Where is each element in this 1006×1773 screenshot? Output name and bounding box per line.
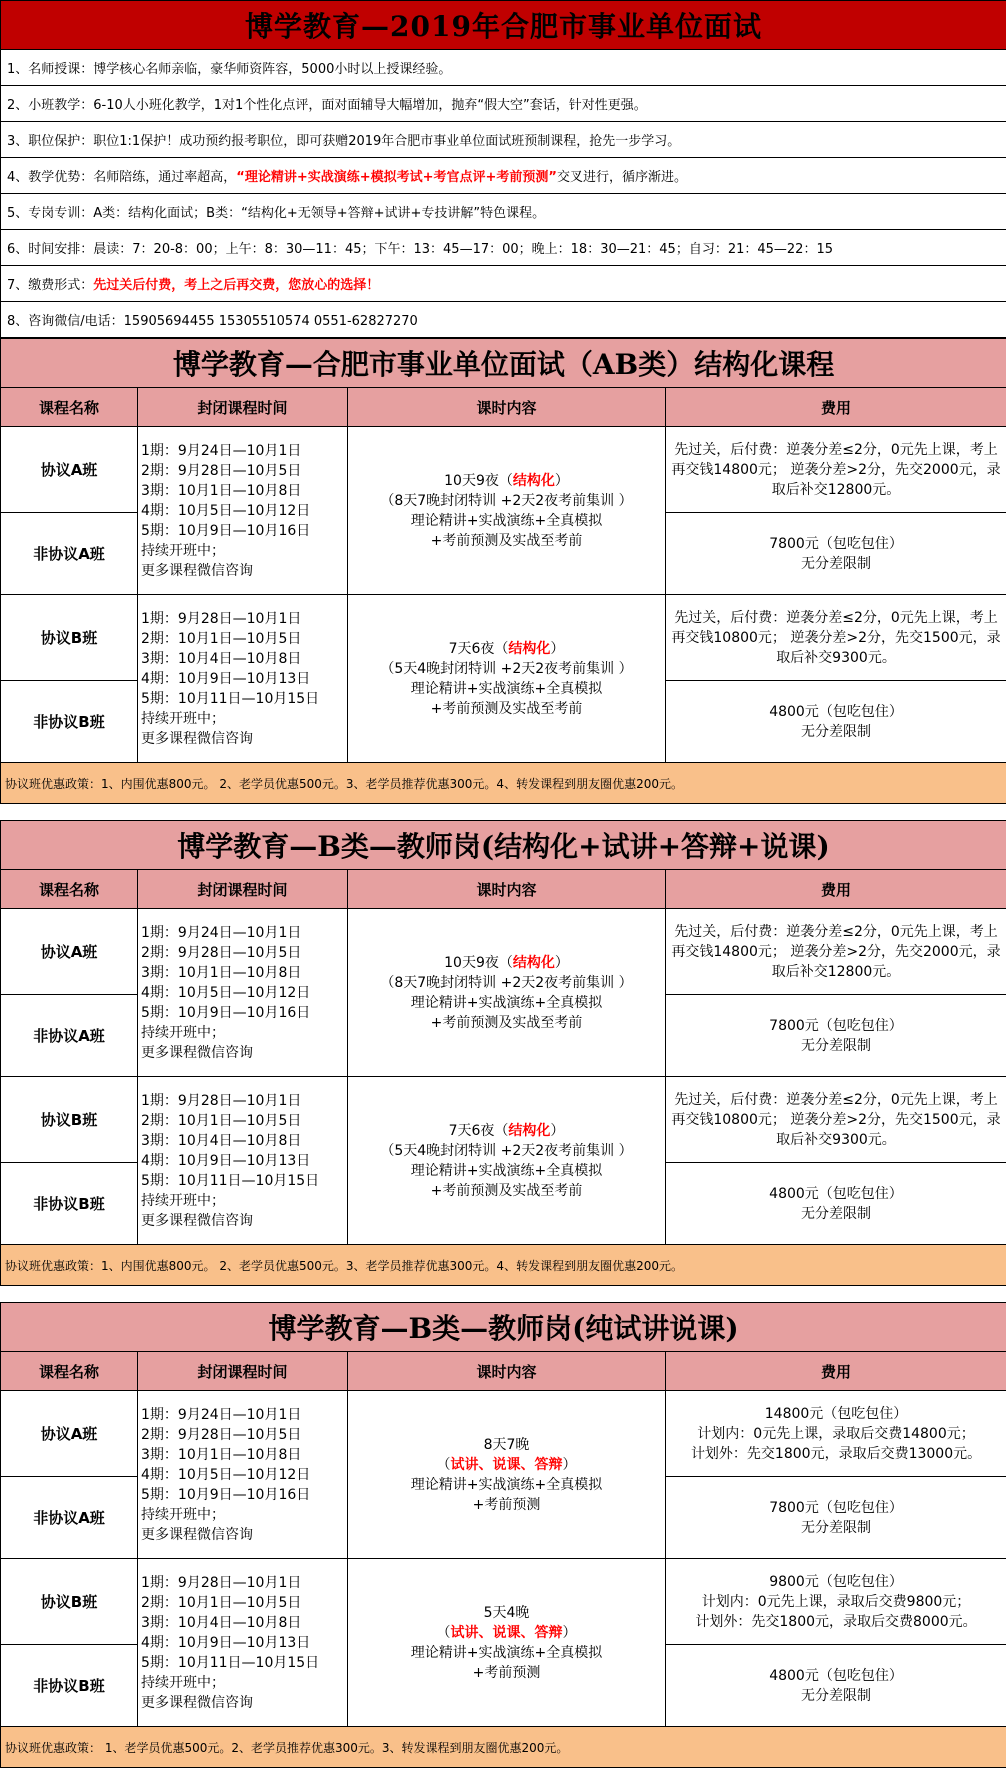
content-keyword: 结构化 <box>512 954 555 971</box>
content-line <box>348 1455 665 1475</box>
info-item <box>1 50 1006 86</box>
fee-cell <box>666 595 1006 681</box>
table-row <box>1 595 1006 681</box>
fee-line: 7800元（包吃包住） <box>769 535 903 552</box>
info-item <box>1 194 1006 230</box>
content-cell <box>348 909 666 1077</box>
content-text: 8天7晚 <box>483 1436 530 1453</box>
content-text: +考前预测及实战至考前 <box>430 532 583 549</box>
content-text: ） <box>562 1624 577 1641</box>
column-header: 课程名称 <box>1 1352 138 1391</box>
schedule-line: 2期：10月1日—10月5日 <box>141 630 302 647</box>
schedule-line: 3期：10月4日—10月8日 <box>141 1614 302 1631</box>
info-item <box>1 86 1006 122</box>
content-text: 7天6夜（ <box>448 640 509 657</box>
content-text: 10天9夜（ <box>444 472 513 489</box>
schedule-line: 2期：9月28日—10月5日 <box>141 944 302 961</box>
schedule-line: 1期：9月24日—10月1日 <box>141 1406 302 1423</box>
schedule-line: 更多课程微信咨询 <box>141 730 253 747</box>
schedule-line: 4期：10月5日—10月12日 <box>141 502 311 519</box>
content-text: 理论精讲+实战演练+全真模拟 <box>410 1476 603 1493</box>
info-item <box>1 158 1006 194</box>
schedule-cell <box>138 427 348 595</box>
schedule-line: 3期：10月1日—10月8日 <box>141 1446 302 1463</box>
content-cell <box>348 1391 666 1559</box>
schedule-line: 3期：10月4日—10月8日 <box>141 1132 302 1149</box>
schedule-line: 更多课程微信咨询 <box>141 1526 253 1543</box>
fee-cell <box>666 1077 1006 1163</box>
course-name: 协议A班 <box>1 909 138 995</box>
info-text: 3、职位保护：职位1:1保护！成功预约报考职位，即可获赠2019年合肥市事业单位面试班预制课程，抢先一步学习。 <box>7 134 681 149</box>
content-line <box>348 1181 665 1201</box>
content-line <box>348 1141 665 1161</box>
fee-line: 9800元（包吃包住） <box>769 1573 903 1590</box>
content-cell <box>348 1077 666 1245</box>
content-line <box>348 471 665 491</box>
fee-line: 无分差限制 <box>801 555 872 572</box>
info-text: 4、教学优势：名师陪练，通过率超高， <box>7 170 237 185</box>
content-line <box>348 953 665 973</box>
schedule-line: 1期：9月28日—10月1日 <box>141 1574 302 1591</box>
schedule-line: 5期：10月9日—10月16日 <box>141 1004 311 1021</box>
schedule-line: 3期：10月1日—10月8日 <box>141 964 302 981</box>
course-name: 非协议A班 <box>1 1477 138 1559</box>
course-name: 非协议A班 <box>1 995 138 1077</box>
content-text: 理论精讲+实战演练+全真模拟 <box>410 1162 603 1179</box>
content-line <box>348 679 665 699</box>
schedule-cell <box>138 1077 348 1245</box>
schedule-line: 持续开班中； <box>141 1192 225 1209</box>
fee-line: 无分差限制 <box>801 1687 872 1704</box>
fee-cell <box>666 1477 1006 1559</box>
fee-line: 计划外：先交1800元，录取后交费13000元。 <box>690 1445 982 1462</box>
content-text: 理论精讲+实战演练+全真模拟 <box>410 994 603 1011</box>
fee-line: 4800元（包吃包住） <box>769 703 903 720</box>
table-header <box>1 870 1006 909</box>
fee-line: 计划外：先交1800元，录取后交费8000元。 <box>695 1613 977 1630</box>
fee-line: 无分差限制 <box>801 1205 871 1222</box>
content-line <box>348 1495 665 1515</box>
schedule-line: 4期：10月9日—10月13日 <box>141 1152 311 1169</box>
schedule-line: 5期：10月11日—10月15日 <box>141 1654 320 1671</box>
schedule-line: 更多课程微信咨询 <box>141 1212 253 1229</box>
content-text: ） <box>554 954 569 971</box>
content-line <box>348 1643 665 1663</box>
content-line <box>348 699 665 719</box>
schedule-line: 更多课程微信咨询 <box>141 562 253 579</box>
schedule-line: 持续开班中； <box>141 542 225 559</box>
content-text: （ <box>436 1624 451 1641</box>
info-text: 8、咨询微信/电话：15905694455 15305510574 0551-62827270 <box>7 314 418 329</box>
info-text: 5、专岗专训：A类：结构化面试；B类：“结构化+无领导+答辩+试讲+专技讲解”特色课程。 <box>7 206 546 221</box>
info-text: 1、名师授课：博学核心名师亲临，豪华师资阵容，5000小时以上授课经验。 <box>7 62 452 77</box>
fee-cell <box>666 1163 1006 1245</box>
content-text: 理论精讲+实战演练+全真模拟 <box>410 1644 603 1661</box>
content-line <box>348 1663 665 1683</box>
content-text: +考前预测及实战至考前 <box>430 1182 583 1199</box>
content-text: 理论精讲+实战演练+全真模拟 <box>410 512 603 529</box>
schedule-line: 2期：10月1日—10月5日 <box>141 1594 302 1611</box>
content-text: +考前预测及实战至考前 <box>430 1014 583 1031</box>
column-header: 封闭课程时间 <box>138 1352 348 1391</box>
section-title: 博学教育—合肥市事业单位面试（AB类）结构化课程 <box>1 339 1006 388</box>
fee-line: 7800元（包吃包住） <box>769 1499 903 1516</box>
schedule-line: 1期：9月24日—10月1日 <box>141 442 302 459</box>
fee-line: 14800元（包吃包住） <box>764 1405 908 1422</box>
content-text: ） <box>550 1122 565 1139</box>
info-text: 2、小班教学：6-10人小班化教学，1对1个性化点评，面对面辅导大幅增加，抛弃“假大空”套话，针对性更强。 <box>7 98 647 113</box>
info-item <box>1 302 1006 338</box>
fee-cell <box>666 909 1006 995</box>
content-text: 10天9夜（ <box>444 954 513 971</box>
schedule-cell <box>138 909 348 1077</box>
discount-policy: 协议班优惠政策：1、内围优惠800元。 2、老学员优惠500元。3、老学员推荐优惠300元。4、转发课程到朋友圈优惠200元。 <box>1 763 1006 804</box>
content-line <box>348 1013 665 1033</box>
column-header: 费用 <box>666 388 1006 427</box>
schedule-line: 2期：10月1日—10月5日 <box>141 1112 302 1129</box>
schedule-line: 1期：9月28日—10月1日 <box>141 610 302 627</box>
fee-line: 无分差限制 <box>801 1519 872 1536</box>
schedule-cell <box>138 1391 348 1559</box>
content-text: （ <box>436 1456 451 1473</box>
fee-line: 先过关，后付费：逆袭分差≤2分，0元先上课，考上再交钱14800元； 逆袭分差>2分，先交2000元，录取后补交12800元。 <box>671 923 1001 980</box>
schedule-line: 1期：9月28日—10月1日 <box>141 1092 302 1109</box>
schedule-line: 4期：10月9日—10月13日 <box>141 670 311 687</box>
content-keyword: 结构化 <box>508 640 551 657</box>
fee-cell <box>666 427 1006 513</box>
table-row <box>1 909 1006 995</box>
course-name: 非协议A班 <box>1 513 138 595</box>
content-line <box>348 1435 665 1455</box>
fee-line: 7800元（包吃包住） <box>769 1017 903 1034</box>
content-line <box>348 639 665 659</box>
info-text: 6、时间安排：晨读：7：20-8：00；上午：8：30—11：45；下午：13：45—17：00；晚上：18：30—21：45；自习：21：45—22：15 <box>7 242 833 257</box>
content-text: （8天7晚封闭特训 +2天2夜考前集训 ） <box>380 974 633 991</box>
schedule-line: 1期：9月24日—10月1日 <box>141 924 302 941</box>
schedule-line: 持续开班中； <box>141 1506 225 1523</box>
content-line <box>348 531 665 551</box>
table-header <box>1 1352 1006 1391</box>
fee-line: 先过关，后付费：逆袭分差≤2分，0元先上课，考上再交钱10800元； 逆袭分差>2分，先交1500元，录取后补交9300元。 <box>671 1091 1001 1148</box>
course-name: 协议A班 <box>1 427 138 513</box>
discount-policy: 协议班优惠政策： 1、老学员优惠500元。2、老学员推荐优惠300元。3、转发课程到朋友圈优惠200元。 <box>1 1727 1006 1768</box>
schedule-cell <box>138 595 348 763</box>
content-text: +考前预测 <box>472 1496 541 1513</box>
content-line <box>348 511 665 531</box>
schedule-line: 5期：10月9日—10月16日 <box>141 1486 311 1503</box>
schedule-line: 3期：10月1日—10月8日 <box>141 482 302 499</box>
schedule-cell <box>138 1559 348 1727</box>
fee-line: 4800元（包吃包住） <box>769 1185 903 1202</box>
table-row <box>1 427 1006 513</box>
fee-cell <box>666 1645 1006 1727</box>
schedule-line: 更多课程微信咨询 <box>141 1044 253 1061</box>
page-title: 博学教育—2019年合肥市事业单位面试 <box>1 1 1006 50</box>
content-line <box>348 491 665 511</box>
course-name: 协议A班 <box>1 1391 138 1477</box>
schedule-line: 4期：10月5日—10月12日 <box>141 1466 311 1483</box>
content-text: （5天4晚封闭特训 +2天2夜考前集训 ） <box>380 660 633 677</box>
schedule-line: 持续开班中； <box>141 710 225 727</box>
table-row <box>1 1077 1006 1163</box>
info-item <box>1 122 1006 158</box>
fee-cell <box>666 513 1006 595</box>
schedule-line: 3期：10月4日—10月8日 <box>141 650 302 667</box>
course-table <box>0 1302 1006 1768</box>
course-name: 协议B班 <box>1 1077 138 1163</box>
header-table <box>0 0 1006 338</box>
schedule-line: 4期：10月9日—10月13日 <box>141 1634 311 1651</box>
fee-line: 无分差限制 <box>801 723 872 740</box>
course-name: 协议B班 <box>1 595 138 681</box>
schedule-line: 5期：10月11日—10月15日 <box>141 1172 320 1189</box>
course-name: 协议B班 <box>1 1559 138 1645</box>
info-highlight: “理论精讲+实战演练+模拟考试+考官点评+考前预测” <box>236 170 557 185</box>
fee-line: 4800元（包吃包住） <box>769 1667 903 1684</box>
column-header: 封闭课程时间 <box>138 388 348 427</box>
content-text: ） <box>550 640 565 657</box>
table-row <box>1 1559 1006 1645</box>
section-gap <box>0 1286 1006 1302</box>
schedule-line: 5期：10月11日—10月15日 <box>141 690 320 707</box>
content-text: 7天6夜（ <box>448 1122 509 1139</box>
content-cell <box>348 595 666 763</box>
fee-cell <box>666 995 1006 1077</box>
content-keyword: 结构化 <box>508 1122 551 1139</box>
course-table <box>0 820 1006 1286</box>
info-item <box>1 230 1006 266</box>
column-header: 封闭课程时间 <box>138 870 348 909</box>
content-text: +考前预测及实战至考前 <box>430 700 583 717</box>
schedule-line: 持续开班中； <box>141 1674 225 1691</box>
column-header: 课时内容 <box>348 870 666 909</box>
schedule-line: 2期：9月28日—10月5日 <box>141 1426 302 1443</box>
course-name: 非协议B班 <box>1 1645 138 1727</box>
content-text: 5天4晚 <box>483 1604 530 1621</box>
schedule-line: 更多课程微信咨询 <box>141 1694 253 1711</box>
content-keyword: 结构化 <box>512 472 555 489</box>
schedule-line: 5期：10月9日—10月16日 <box>141 522 311 539</box>
column-header: 费用 <box>666 870 1006 909</box>
content-keyword: 试讲、说课、答辩 <box>450 1456 563 1473</box>
content-line <box>348 993 665 1013</box>
fee-cell <box>666 1559 1006 1645</box>
table-header <box>1 388 1006 427</box>
column-header: 课程名称 <box>1 388 138 427</box>
course-sections <box>0 338 1006 1768</box>
content-text: ） <box>554 472 569 489</box>
content-line <box>348 1121 665 1141</box>
fee-cell <box>666 1391 1006 1477</box>
section-title: 博学教育—B类—教师岗(结构化+试讲+答辩+说课) <box>1 821 1006 870</box>
content-line <box>348 1161 665 1181</box>
fee-line: 计划内：0元先上课，录取后交费14800元； <box>697 1425 975 1442</box>
info-text: 7、缴费形式： <box>7 278 94 293</box>
content-text: （8天7晚封闭特训 +2天2夜考前集训 ） <box>380 492 633 509</box>
info-text: 交叉进行，循序渐进。 <box>556 170 687 185</box>
fee-cell <box>666 681 1006 763</box>
content-cell <box>348 1559 666 1727</box>
fee-line: 先过关，后付费：逆袭分差≤2分，0元先上课，考上再交钱14800元； 逆袭分差>2分，先交2000元，录取后补交12800元。 <box>671 441 1001 498</box>
schedule-line: 2期：9月28日—10月5日 <box>141 462 302 479</box>
content-cell <box>348 427 666 595</box>
content-text: ） <box>562 1456 577 1473</box>
section-title: 博学教育—B类—教师岗(纯试讲说课) <box>1 1303 1006 1352</box>
column-header: 课程名称 <box>1 870 138 909</box>
content-text: （5天4晚封闭特训 +2天2夜考前集训 ） <box>380 1142 633 1159</box>
content-line <box>348 1623 665 1643</box>
section-gap <box>0 804 1006 820</box>
content-line <box>348 973 665 993</box>
info-highlight: 先过关后付费，考上之后再交费，您放心的选择！ <box>93 278 380 293</box>
column-header: 费用 <box>666 1352 1006 1391</box>
column-header: 课时内容 <box>348 1352 666 1391</box>
schedule-line: 持续开班中； <box>141 1024 225 1041</box>
info-item <box>1 266 1006 302</box>
fee-line: 计划内：0元先上课，录取后交费9800元； <box>701 1593 971 1610</box>
course-name: 非协议B班 <box>1 681 138 763</box>
fee-line: 无分差限制 <box>801 1037 871 1054</box>
schedule-line: 4期：10月5日—10月12日 <box>141 984 311 1001</box>
course-table <box>0 338 1006 804</box>
column-header: 课时内容 <box>348 388 666 427</box>
content-text: 理论精讲+实战演练+全真模拟 <box>410 680 603 697</box>
content-line <box>348 1603 665 1623</box>
discount-policy: 协议班优惠政策：1、内围优惠800元。 2、老学员优惠500元。3、老学员推荐优惠300元。4、转发课程到朋友圈优惠200元。 <box>1 1245 1006 1286</box>
course-name: 非协议B班 <box>1 1163 138 1245</box>
content-line <box>348 659 665 679</box>
content-keyword: 试讲、说课、答辩 <box>450 1624 563 1641</box>
fee-line: 先过关，后付费：逆袭分差≤2分，0元先上课，考上再交钱10800元； 逆袭分差>2分，先交1500元，录取后补交9300元。 <box>671 609 1001 666</box>
table-row <box>1 1391 1006 1477</box>
content-text: +考前预测 <box>472 1664 541 1681</box>
content-line <box>348 1475 665 1495</box>
